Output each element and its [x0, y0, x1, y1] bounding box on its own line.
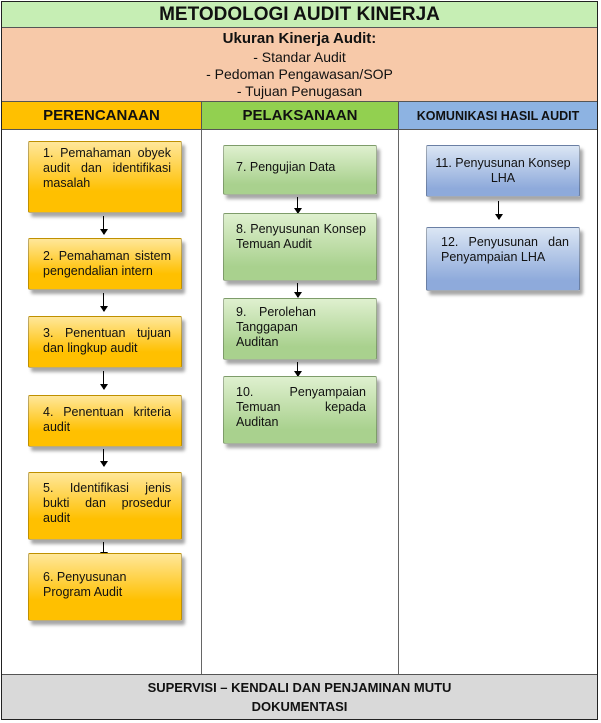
flow-arrow	[297, 197, 298, 213]
column-header-communication: KOMUNIKASI HASIL AUDIT	[398, 102, 597, 130]
planning-step-4[interactable]: 4. Penentuan kriteria audit	[28, 395, 182, 447]
audit-measure-item: - Standar Audit	[253, 49, 346, 65]
execution-step-10[interactable]: 10. Penyampaian Temuan kepada Auditan	[223, 376, 377, 444]
communication-step-12[interactable]: 12. Penyusunan dan Penyampaian LHA	[426, 227, 580, 291]
footer-supervision: SUPERVISI – KENDALI DAN PENJAMINAN MUTU	[147, 680, 452, 695]
flow-arrow	[103, 293, 104, 311]
flow-arrow	[297, 283, 298, 297]
planning-step-2[interactable]: 2. Pemahaman sistem pengendalian intern	[28, 238, 182, 290]
column-divider	[398, 130, 399, 674]
planning-step-6[interactable]: 6. Penyusunan Program Audit	[28, 553, 182, 621]
planning-step-3[interactable]: 3. Penentuan tujuan dan lingkup audit	[28, 316, 182, 368]
audit-measures-heading: Ukuran Kinerja Audit:	[222, 30, 377, 47]
flow-arrow	[103, 449, 104, 466]
column-header-execution: PELAKSANAAN	[201, 102, 398, 130]
communication-step-11[interactable]: 11. Penyusunan Konsep LHA	[426, 145, 580, 197]
audit-measures-panel	[2, 28, 597, 102]
planning-step-1[interactable]: 1. Pemahaman obyek audit dan identifikasi masalah	[28, 141, 182, 213]
diagram-title: METODOLOGI AUDIT KINERJA	[2, 2, 597, 28]
footer-panel	[2, 674, 597, 719]
flow-arrow	[103, 371, 104, 389]
execution-step-8[interactable]: 8. Penyusunan Konsep Temuan Audit	[223, 213, 377, 281]
column-divider	[201, 130, 202, 674]
flow-arrow	[103, 216, 104, 234]
audit-measure-item: - Pedoman Pengawasan/SOP	[206, 66, 393, 82]
flow-arrow	[498, 201, 499, 219]
audit-measure-item: - Tujuan Penugasan	[236, 83, 363, 99]
footer-documentation: DOKUMENTASI	[251, 699, 348, 714]
execution-step-9[interactable]: 9. Perolehan Tanggapan Auditan	[223, 298, 377, 360]
flow-arrow	[297, 362, 298, 376]
column-header-planning: PERENCANAAN	[2, 102, 201, 130]
execution-step-7[interactable]: 7. Pengujian Data	[223, 145, 377, 195]
planning-step-5[interactable]: 5. Identifikasi jenis bukti dan prosedur audit	[28, 472, 182, 540]
